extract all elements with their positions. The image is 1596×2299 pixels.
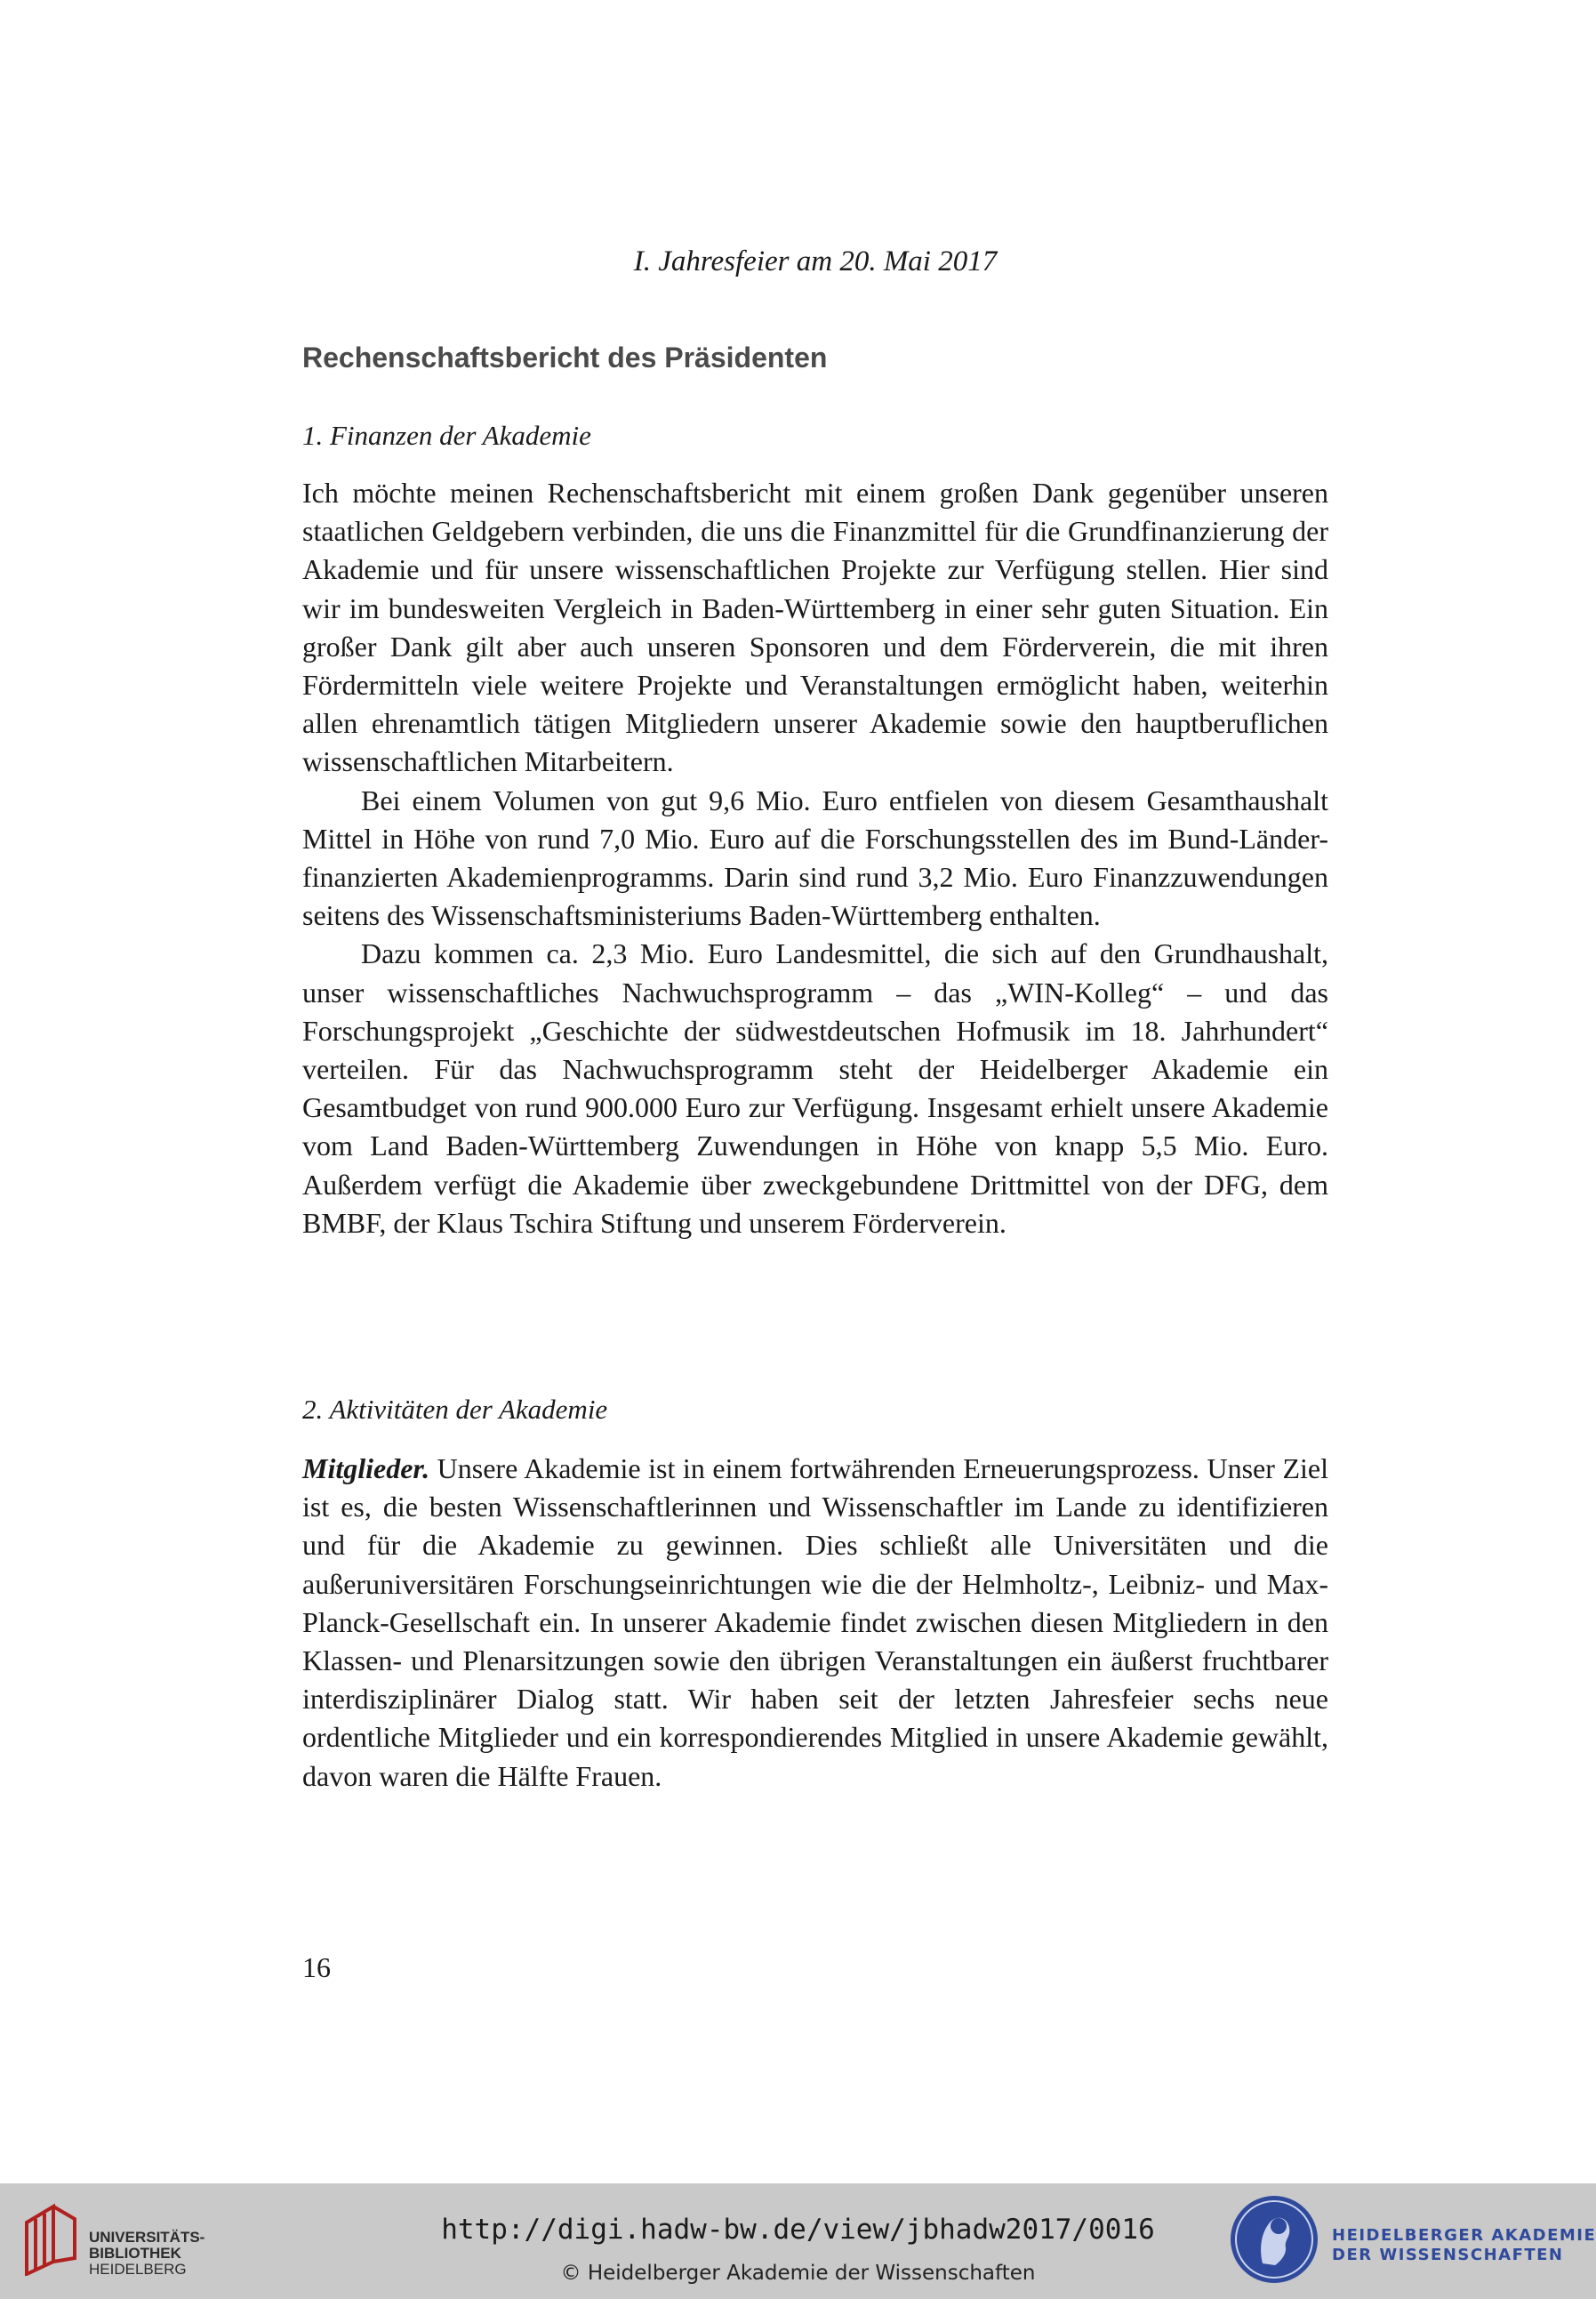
- finances-text: [302, 474, 1328, 1242]
- academy-name: [1332, 2226, 1596, 2265]
- copyright-notice: © Heidelberger Akademie der Wissenschaften: [560, 2262, 1036, 2285]
- page-number: 16: [302, 1951, 331, 1983]
- paragraph: [302, 1450, 1328, 1796]
- academy-seal-icon: [1227, 2192, 1321, 2287]
- library-name-line: HEIDELBERG: [89, 2261, 187, 2278]
- permalink-url[interactable]: http://digi.hadw-bw.de/view/jbhadw2017/0016: [441, 2214, 1155, 2246]
- subsection-heading-activities: 2. Aktivitäten der Akademie: [302, 1394, 608, 1425]
- paragraph: Bei einem Volumen von gut 9,6 Mio. Euro entfielen von diesem Gesamthaushalt Mittel in Höhe von rund 7,0 Mio. Euro auf die Forschungsstellen des im Bund-Länder-finanzierten Akademienprogramms. Darin sind rund 3,2 Mio. Euro Finanzzuwendungen seitens des Wissenschaftsministeriums Baden-Württemberg enthalten.: [302, 784, 1328, 932]
- paragraph: Dazu kommen ca. 2,3 Mio. Euro Landesmittel, die sich auf den Grundhaushalt, unser wissenschaftliches Nachwuchsprogramm – das „WIN-Kolleg“ – und das Forschungsprojekt „Geschichte der südwestdeutschen Hofmusik im 18. Jahrhundert“ verteilen. Für das Nachwuchsprogramm steht der Heidelberger Akademie ein Gesamtbudget von rund 900.000 Euro zur Verfügung. Insgesamt erhielt unsere Akademie vom Land Baden-Württemberg Zuwendungen in Höhe von knapp 5,5 Mio. Euro. Außerdem verfügt die Akademie über zweckgebundene Drittmittel von der DFG, dem BMBF, der Klaus Tschira Stiftung und unserem Förderverein.: [302, 937, 1328, 1239]
- library-name-line: BIBLIOTHEK: [89, 2245, 181, 2262]
- library-name-line: UNIVERSITÄTS-: [89, 2229, 205, 2246]
- academy-name-line: DER WISSENSCHAFTEN: [1332, 2246, 1564, 2264]
- academy-name-line: HEIDELBERGER AKADEMIE: [1332, 2226, 1596, 2245]
- section-title: Rechenschaftsbericht des Präsidenten: [302, 342, 828, 374]
- lead-term: Mitglieder.: [302, 1452, 430, 1484]
- paragraph: Ich möchte meinen Rechenschaftsbericht mit einem großen Dank gegenüber unseren staatlichen Geldgebern verbinden, die uns die Finanzmittel für die Grundfinanzierung der Akademie und für unsere wissenschaftlichen Projekte zur Verfügung stellen. Hier sind wir im bundesweiten Vergleich in Baden-Württemberg in einer sehr guten Situation. Ein großer Dank gilt aber auch unseren Sponsoren und dem Förderverein, die mit ihren Fördermitteln viele weitere Projekte und Veranstaltungen ermöglicht haben, weiterhin allen ehrenamtlich tätigen Mitgliedern unserer Akademie sowie den hauptberuflichen wissenschaftlichen Mitarbeitern.: [302, 477, 1328, 778]
- academy-logo[interactable]: [1227, 2190, 1596, 2288]
- activities-text: [302, 1450, 1328, 1796]
- running-head: I. Jahresfeier am 20. Mai 2017: [633, 245, 998, 277]
- paragraph-text: Unsere Akademie ist in einem fortwährenden Erneuerungsprozess. Unser Ziel ist es, die besten Wissenschaftlerinnen und Wissenschaftler im Lande zu identifizieren und für die Akademie zu gewinnen. Dies schließt alle Universitäten und die außeruniversitären Forschungseinrichtungen wie die der Helmholtz-, Leibniz- und Max-Planck-Gesellschaft ein. In unserer Akademie findet zwischen diesen Mitgliedern in den Klassen- und Plenarsitzungen sowie den übrigen Veranstaltungen ein äußerst fruchtbarer interdisziplinärer Dialog statt. Wir haben seit der letzten Jahresfeier sechs neue ordentliche Mitglieder und ein korrespondierendes Mitglied in unsere Akademie gewählt, davon waren die Hälfte Frauen.: [302, 1452, 1328, 1792]
- subsection-heading-finances: 1. Finanzen der Akademie: [302, 420, 591, 451]
- footer-bar: [0, 2183, 1596, 2299]
